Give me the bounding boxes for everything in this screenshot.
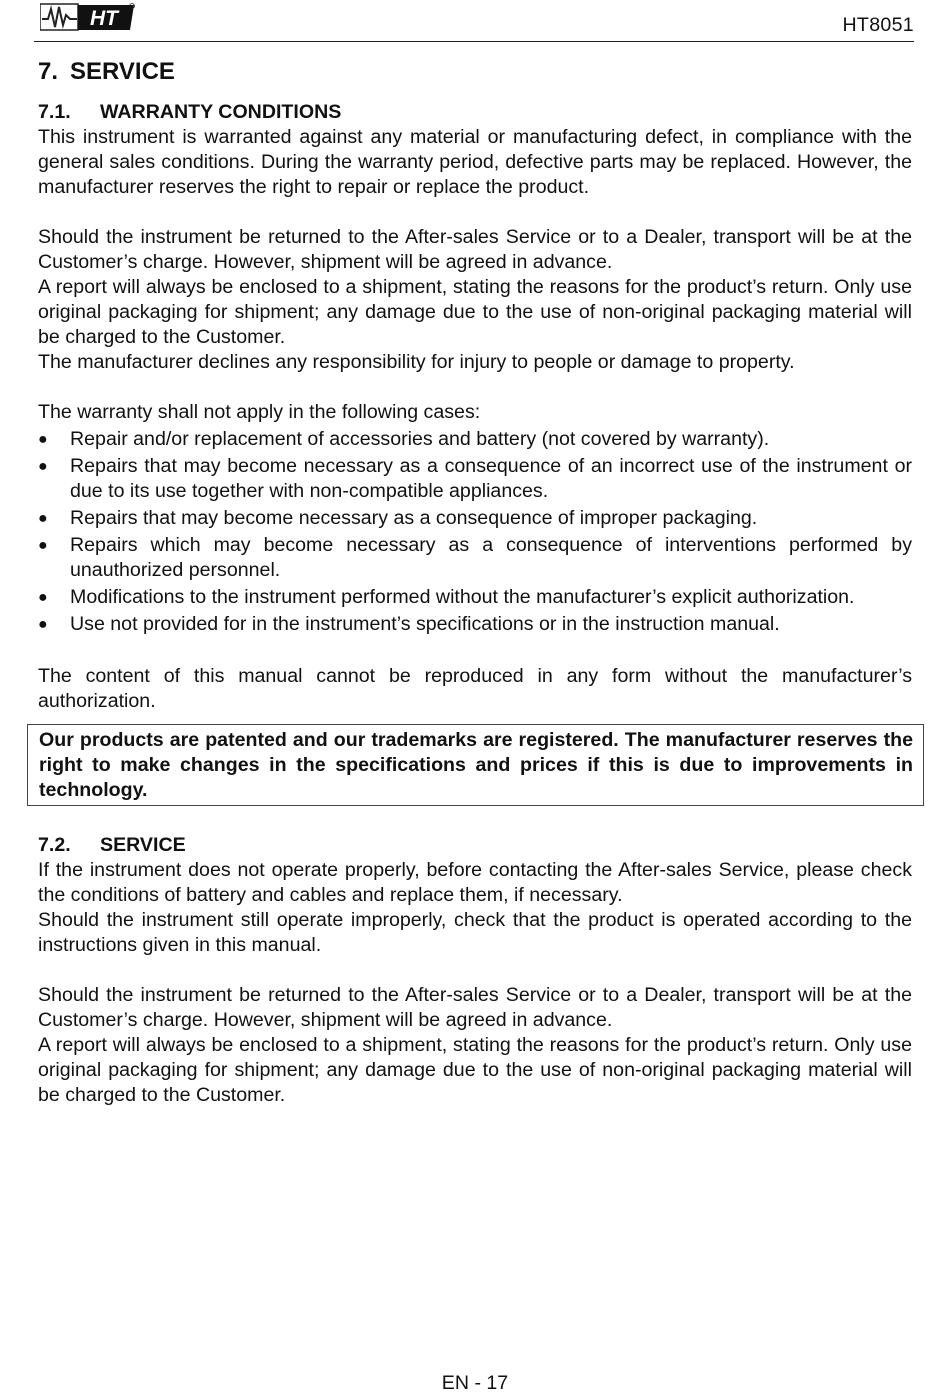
bullet-icon: ● (38, 589, 48, 606)
service-heading (38, 833, 912, 858)
logo-text: HT (90, 7, 118, 30)
list-item: ● Repairs which may become necessary as a consequence of interventions performed by unauthorized personnel. (38, 534, 912, 581)
list-item: ● Repairs that may become necessary as a consequence of improper packaging. (38, 507, 758, 529)
warranty-paragraph-4: The manufacturer declines any responsibility for injury to people or damage to property. (38, 351, 795, 373)
warranty-cases-list (38, 427, 912, 637)
bullet-icon: ● (38, 510, 48, 527)
page-header (34, 0, 914, 42)
service-paragraph-1: If the instrument does not operate properly, before contacting the After-sales Service, please check the conditions of battery and cables and replace them, if necessary. (38, 859, 912, 906)
list-item: ● Modifications to the instrument performed without the manufacturer’s explicit authorization. (38, 586, 855, 608)
ht-logo (40, 1, 136, 33)
service-paragraph-4: A report will always be enclosed to a shipment, stating the reasons for the product’s return. Only use original packaging for shipment; any damage due to the use of non-original packaging material will be charged to the Customer. (38, 1034, 912, 1106)
warranty-paragraph-5: The warranty shall not apply in the following cases: (38, 401, 481, 423)
bullet-icon: ● (38, 537, 48, 554)
warranty-paragraph-1: This instrument is warranted against any material or manufacturing defect, in compliance with the general sales conditions. During the warranty period, defective parts may be replaced. However, the manufacturer reserves the right to repair or replace the product. (38, 126, 912, 198)
warranty-number: 7.1. (38, 101, 71, 123)
model-number: HT8051 (842, 14, 914, 36)
warranty-paragraph-6: The content of this manual cannot be reproduced in any form without the manufacturer’s authorization. (38, 665, 912, 712)
bullet-icon: ● (38, 616, 48, 633)
list-item: ● Repairs that may become necessary as a consequence of an incorrect use of the instrument or due to its use together with non-compatible appliances. (38, 455, 912, 502)
section-heading (38, 58, 912, 86)
warranty-title: WARRANTY CONDITIONS (100, 101, 342, 123)
warranty-paragraph-3: A report will always be enclosed to a shipment, stating the reasons for the product’s return. Only use original packaging for shipment; any damage due to the use of non-original packaging material will be charged to the Customer. (38, 276, 912, 348)
bullet-icon: ● (38, 431, 48, 448)
section-number: 7. (38, 58, 59, 85)
page-content (38, 58, 912, 1108)
section-title: SERVICE (70, 58, 175, 85)
service-title: SERVICE (100, 834, 186, 856)
service-number: 7.2. (38, 834, 71, 856)
page-number: EN - 17 (441, 1372, 509, 1394)
bullet-icon: ● (38, 458, 48, 475)
warranty-heading (38, 100, 912, 125)
list-item: ● Use not provided for in the instrument’s specifications or in the instruction manual. (38, 613, 780, 635)
warranty-paragraph-2: Should the instrument be returned to the After-sales Service or to a Dealer, transport will be at the Customer’s charge. However, shipment will be agreed in advance. (38, 226, 912, 273)
patent-notice-box: Our products are patented and our trademarks are registered. The manufacturer reserves the right to make changes in the specifications and prices if this is due to improvements in technology. (27, 724, 924, 806)
service-paragraph-3: Should the instrument be returned to the After-sales Service or to a Dealer, transport will be at the Customer’s charge. However, shipment will be agreed in advance. (38, 984, 912, 1031)
service-paragraph-2: Should the instrument still operate improperly, check that the product is operated according to the instructions given in this manual. (38, 909, 912, 956)
list-item: ● Repair and/or replacement of accessories and battery (not covered by warranty). (38, 428, 770, 450)
